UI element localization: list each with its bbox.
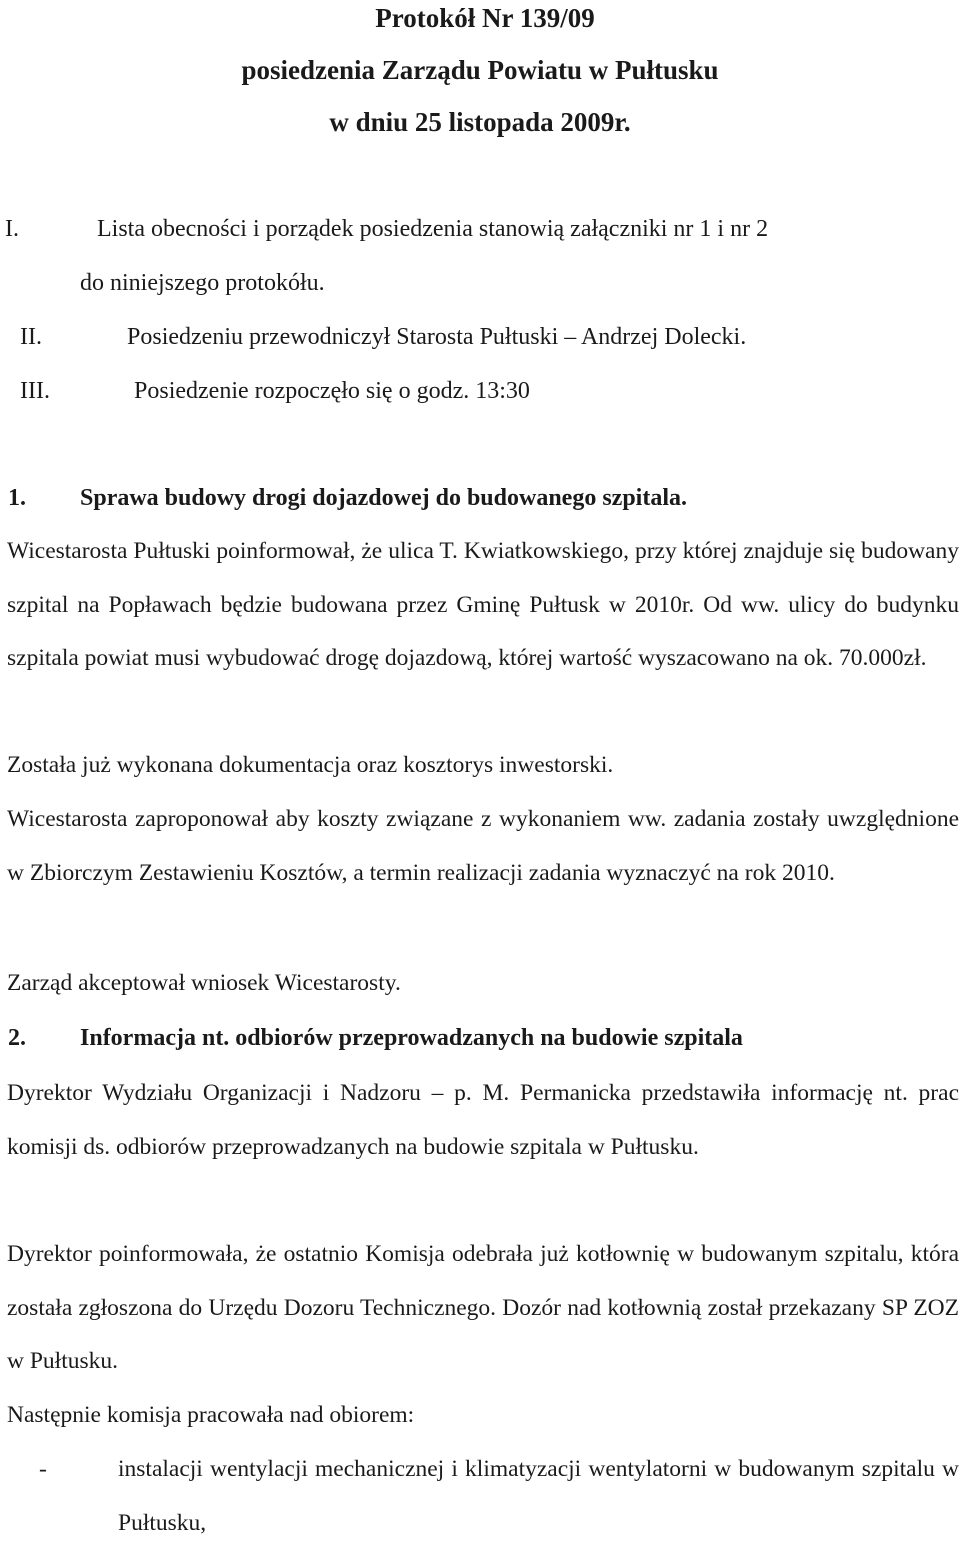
section-1-paragraph-2: Została już wykonana dokumentacja oraz kosztorys inwestorski.	[7, 752, 614, 778]
section-1-paragraph-3: Wicestarosta zaproponował aby koszty związane z wykonaniem ww. zadania zostały uwzględnione w Zbiorczym Zestawieniu Kosztów, a termin realizacji zadania wyznaczyć na rok 2010.	[7, 806, 959, 886]
roman-numeral: III.	[20, 378, 50, 404]
list-item-text: instalacji wentylacji mechanicznej i klimatyzacji wentylatorni w budowanym szpitalu w Pułtusku,	[118, 1456, 959, 1536]
roman-numeral: II.	[20, 324, 42, 350]
section-2-paragraph-1: Dyrektor Wydziału Organizacji i Nadzoru – p. M. Permanicka przedstawiła informację nt. prac komisji ds. odbiorów przeprowadzanych na budowie szpitala w Pułtusku.	[7, 1080, 959, 1160]
roman-item-text: Lista obecności i porządek posiedzenia stanowią załączniki nr 1 i nr 2	[97, 216, 769, 242]
list-bullet: -	[39, 1456, 47, 1482]
section-1-paragraph-1: Wicestarosta Pułtuski poinformował, że ulica T. Kwiatkowskiego, przy której znajduje się budowany szpital na Popławach będzie budowana przez Gminę Pułtusk w 2010r. Od ww. ulicy do budynku szpitala powiat musi wybudować drogę dojazdową, której wartość wyszacowano na ok. 70.000zł.	[7, 538, 959, 672]
document-title: Protokół Nr 139/09	[375, 3, 595, 33]
roman-item-text: do niniejszego protokółu.	[80, 270, 325, 296]
document-subtitle: posiedzenia Zarządu Powiatu w Pułtusku	[241, 55, 719, 85]
document-date: w dniu 25 listopada 2009r.	[329, 107, 631, 137]
section-title: Sprawa budowy drogi dojazdowej do budowanego szpitala.	[80, 485, 687, 511]
section-number: 1.	[8, 485, 26, 511]
section-1-paragraph-4: Zarząd akceptował wniosek Wicestarosty.	[7, 970, 401, 996]
roman-item-text: Posiedzenie rozpoczęło się o godz. 13:30	[134, 378, 530, 404]
section-2-paragraph-2: Dyrektor poinformowała, że ostatnio Komisja odebrała już kotłownię w budowanym szpitalu, która została zgłoszona do Urzędu Dozoru Technicznego. Dozór nad kotłownią został przekazany SP ZOZ w Pułtusku.	[7, 1241, 959, 1375]
roman-item-text: Posiedzeniu przewodniczył Starosta Pułtuski – Andrzej Dolecki.	[127, 324, 747, 350]
section-2-paragraph-3: Następnie komisja pracowała nad obiorem:	[7, 1402, 415, 1428]
roman-numeral: I.	[5, 216, 19, 242]
section-number: 2.	[8, 1025, 26, 1051]
section-title: Informacja nt. odbiorów przeprowadzanych na budowie szpitala	[80, 1025, 743, 1051]
